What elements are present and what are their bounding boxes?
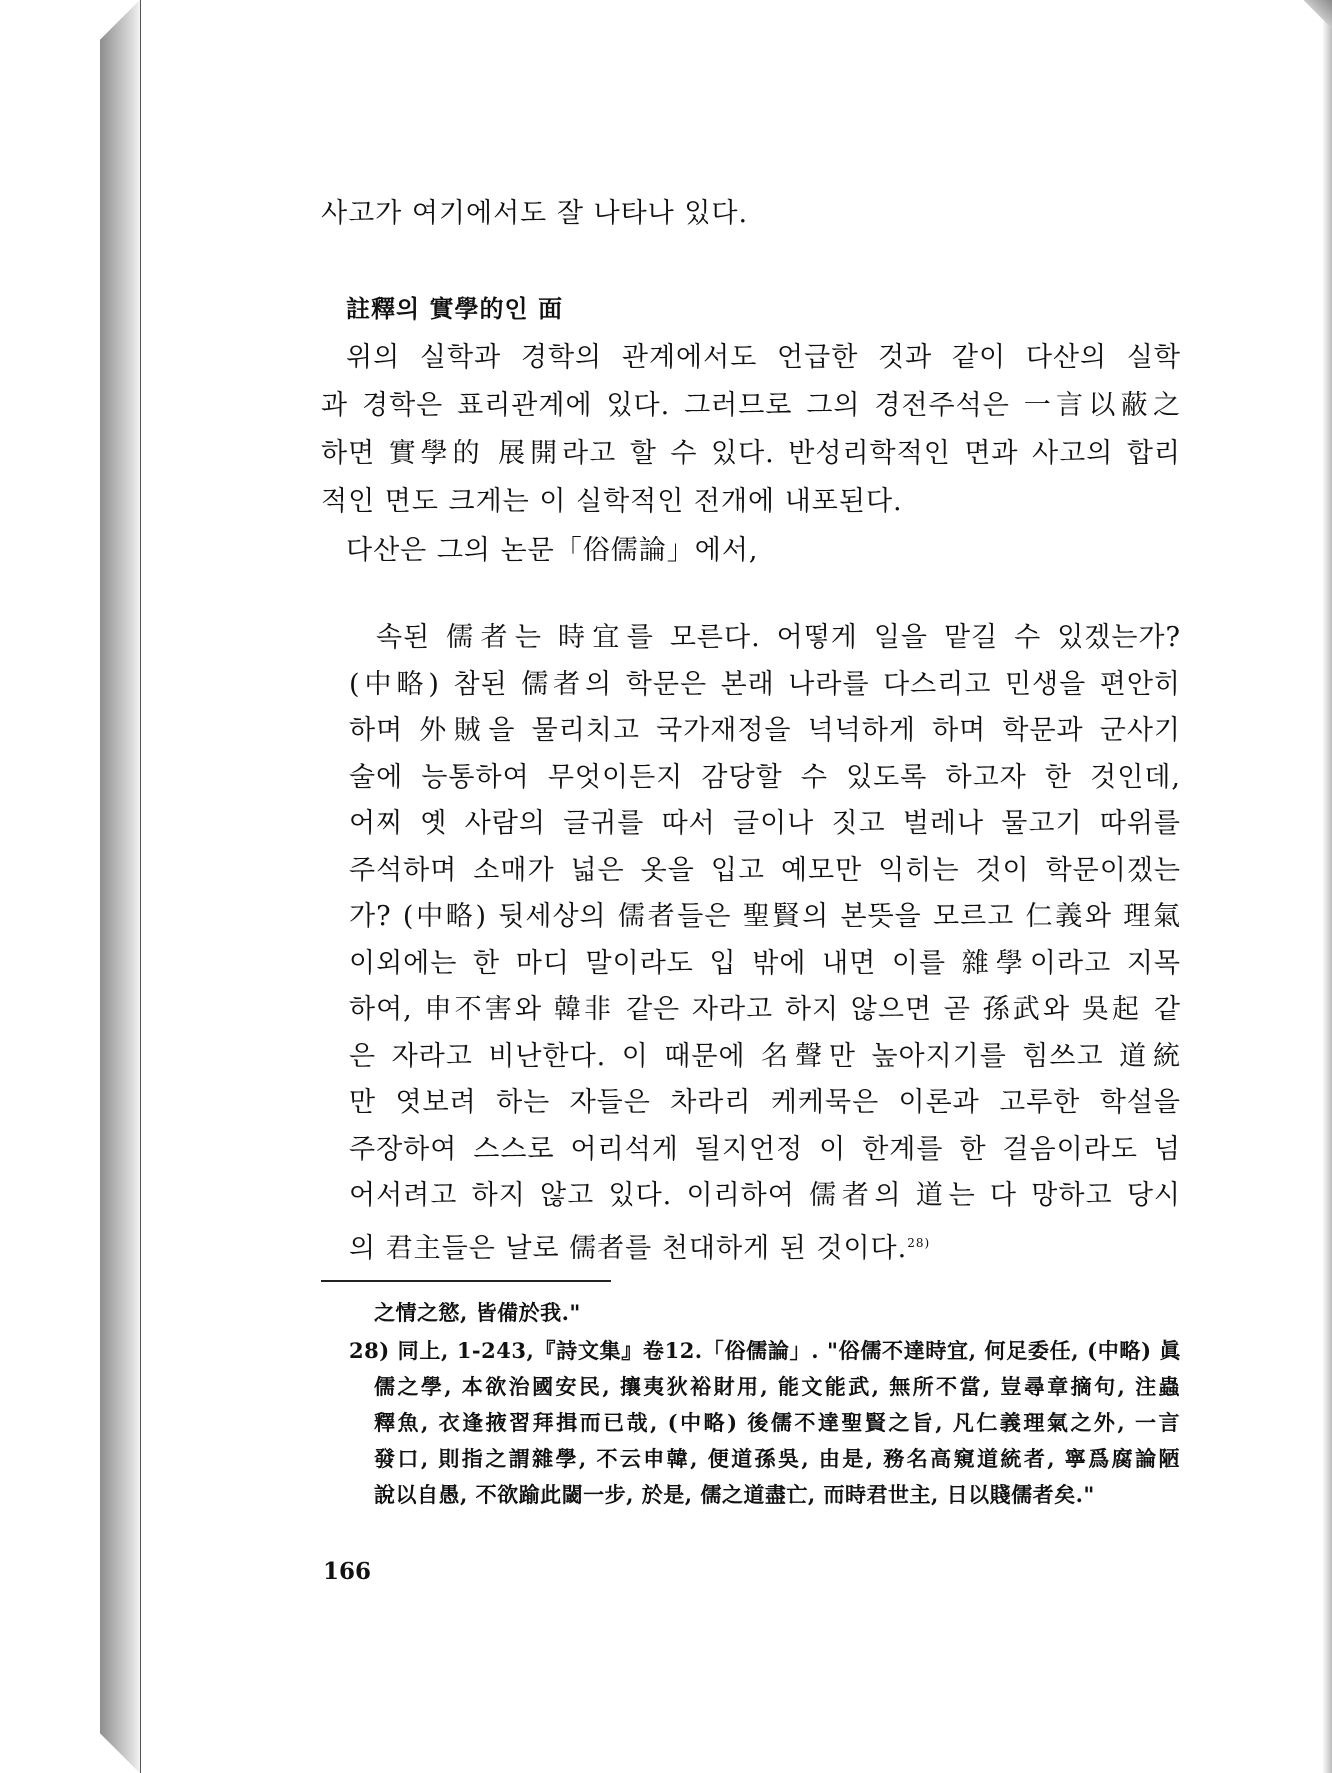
footnote-28-line: 28) 同上, 1-243,『詩文集』卷12.「俗儒論」. "俗儒不達時宜, 何足委任, (中略) 眞 <box>349 1338 1181 1363</box>
paragraph-line: 적인 면도 크게는 이 실학적인 전개에 내포된다. <box>321 486 903 517</box>
quote-line: 하여, 申不害와 韓非 같은 자라고 하지 않으면 곧 孫武와 吳起 같 <box>349 994 1181 1025</box>
book-spine-shadow <box>100 0 140 1773</box>
quote-line: 은 자라고 비난한다. 이 때문에 名聲만 높아지기를 힘쓰고 道統 <box>349 1041 1181 1072</box>
quote-line: 어찌 옛 사람의 글귀를 따서 글이나 짓고 벌레나 물고기 따위를 <box>349 808 1181 839</box>
quote-line: 속된 儒者는 時宜를 모른다. 어떻게 일을 맡길 수 있겠는가? <box>376 622 1181 653</box>
intro-line: 사고가 여기에서도 잘 나타나 있다. <box>321 198 749 229</box>
footnote-28-line: 釋魚, 衣逢掖習拜揖而已哉, (中略) 後儒不達聖賢之旨, 凡仁義理氣之外, 一言 <box>374 1410 1180 1435</box>
book-spine-top <box>100 0 140 40</box>
page <box>141 0 1322 1773</box>
footnote-rule <box>321 1280 611 1282</box>
quote-line: 이외에는 한 마디 말이라도 입 밖에 내면 이를 雜學이라고 지목 <box>349 948 1181 979</box>
paragraph-line: 과 경학은 표리관계에 있다. 그러므로 그의 경전주석은 一言以蔽之 <box>321 390 1181 421</box>
quote-last-line-text: 의 君主들은 날로 儒者를 천대하게 된 것이다. <box>349 1233 908 1264</box>
quote-last-line <box>349 1225 1181 1267</box>
footnote-continuation: 之情之慾, 皆備於我." <box>374 1300 581 1325</box>
page-number: 166 <box>323 1558 372 1585</box>
paragraph-line: 위의 실학과 경학의 관계에서도 언급한 것과 같이 다산의 실학 <box>346 342 1181 373</box>
section-heading: 註釋의 實學的인 面 <box>346 294 564 323</box>
page-right-edge <box>1322 0 1332 1773</box>
quote-line: 주장하여 스스로 어리석게 될지언정 이 한계를 한 걸음이라도 넘 <box>349 1134 1181 1165</box>
footnote-28-line: 發口, 則指之謂雜學, 不云申韓, 便道孫吳, 由是, 務名高窺道統者, 寧爲腐論陋 <box>374 1446 1180 1471</box>
quote-line: 어서려고 하지 않고 있다. 이리하여 儒者의 道는 다 망하고 당시 <box>349 1180 1181 1211</box>
book-spine-bottom <box>100 1733 140 1773</box>
quote-line: 주석하며 소매가 넓은 옷을 입고 예모만 익히는 것이 학문이겠는 <box>349 855 1181 886</box>
footnote-28-line: 說以自愚, 不欲踰此閾一步, 於是, 儒之道盡亡, 而時君世主, 日以賤儒者矣." <box>374 1482 1095 1507</box>
quote-line: 가? (中略) 뒷세상의 儒者들은 聖賢의 본뜻을 모르고 仁義와 理氣 <box>349 901 1181 932</box>
quote-line: 만 엿보려 하는 자들은 차라리 케케묵은 이론과 고루한 학설을 <box>349 1087 1181 1118</box>
footnote-28-line: 儒之學, 本欲治國安民, 攘夷狄裕財用, 能文能武, 無所不當, 豈尋章摘句, 注蟲 <box>374 1374 1180 1399</box>
quote-line: (中略) 참된 儒者의 학문은 본래 나라를 다스리고 민생을 편안히 <box>349 669 1181 700</box>
quote-line: 하며 外賊을 물리치고 국가재정을 넉넉하게 하며 학문과 군사기 <box>349 715 1181 746</box>
paragraph-line: 하면 實學的 展開라고 할 수 있다. 반성리학적인 면과 사고의 합리 <box>321 438 1181 469</box>
paragraph-line: 다산은 그의 논문「俗儒論」에서, <box>346 535 759 566</box>
quote-line: 술에 능통하여 무엇이든지 감당할 수 있도록 하고자 한 것인데, <box>349 762 1181 793</box>
footnote-ref: 28) <box>907 1236 931 1250</box>
